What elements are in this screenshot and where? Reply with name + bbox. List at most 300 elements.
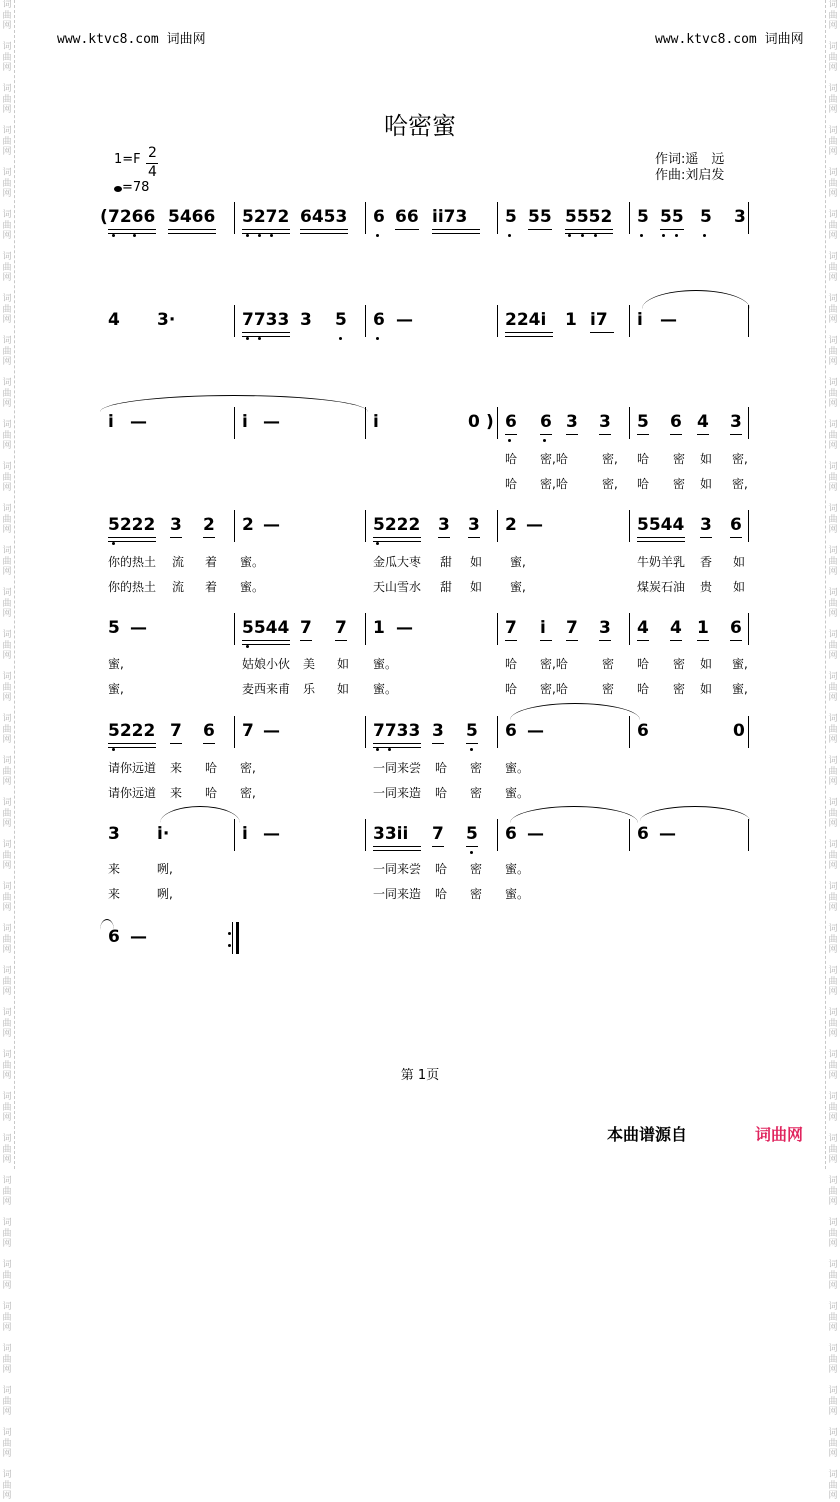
lyric: 密,哈 xyxy=(540,657,568,671)
lyric: 来 xyxy=(108,862,121,876)
lyric: 如 xyxy=(700,452,713,466)
underline-beam xyxy=(168,233,216,234)
lyric: 哈 xyxy=(435,862,448,876)
underline-beam xyxy=(730,640,742,641)
underline-beam xyxy=(242,233,290,234)
credits xyxy=(655,152,724,184)
note: 7 xyxy=(505,618,517,638)
lyric: 密 xyxy=(673,682,686,696)
underline-beam xyxy=(637,640,649,641)
lyric: 乐 xyxy=(303,682,316,696)
underline-beam xyxy=(170,743,182,744)
octave-dot xyxy=(376,542,379,545)
lyric: 蜜。 xyxy=(373,682,398,696)
underline-beam xyxy=(565,229,613,230)
barline xyxy=(234,819,235,851)
note: 6 xyxy=(540,412,552,432)
underline-beam xyxy=(300,640,312,641)
lyric: 哈 xyxy=(205,786,218,800)
note: 1 xyxy=(697,618,709,638)
note: 33i̇i̇ xyxy=(373,824,409,844)
slur-tie xyxy=(100,395,368,412)
underline-beam xyxy=(637,537,685,538)
note: 5 xyxy=(335,310,347,330)
note: 3· xyxy=(157,310,176,330)
note: 55 xyxy=(660,207,684,227)
note: 4 xyxy=(108,310,120,330)
note: — xyxy=(263,515,280,535)
barline xyxy=(629,407,630,439)
underline-beam xyxy=(599,434,611,435)
note: 6453 xyxy=(300,207,348,227)
note: 6 xyxy=(670,412,682,432)
lyric: 一同来造 xyxy=(373,887,422,901)
octave-dot xyxy=(543,439,546,442)
underline-beam xyxy=(335,640,347,641)
lyric: 哈 xyxy=(435,786,448,800)
lyric: 一同来尝 xyxy=(373,761,422,775)
note: 3 xyxy=(566,412,578,432)
underline-beam xyxy=(373,747,421,748)
note: 5552 xyxy=(565,207,613,227)
note: 5 xyxy=(637,207,649,227)
barline xyxy=(748,407,749,439)
source-label: 本曲谱源自 xyxy=(607,1125,688,1144)
lyric: 请你远道 xyxy=(108,786,157,800)
lyric: 天山雪水 xyxy=(373,580,422,594)
note: 6 xyxy=(730,515,742,535)
octave-dot xyxy=(388,748,391,751)
lyric: 哈 xyxy=(505,477,518,491)
lyric: 蜜, xyxy=(510,580,526,594)
note: — xyxy=(527,824,544,844)
underline-beam xyxy=(697,640,709,641)
song-title: 哈密蜜 xyxy=(384,112,456,140)
octave-dot xyxy=(594,234,597,237)
barline xyxy=(629,819,630,851)
note: 6 xyxy=(373,207,385,227)
lyric: 蜜。 xyxy=(240,555,265,569)
octave-dot xyxy=(258,337,261,340)
lyric: 甜 xyxy=(440,555,453,569)
underline-beam xyxy=(540,434,552,435)
note: — xyxy=(263,824,280,844)
slur-tie xyxy=(100,919,114,930)
lyric: 密 xyxy=(602,682,615,696)
lyric: 哈 xyxy=(505,452,518,466)
octave-dot xyxy=(228,932,231,935)
lyric: 哈 xyxy=(637,682,650,696)
note: 3 xyxy=(730,412,742,432)
underline-beam xyxy=(170,537,182,538)
octave-dot xyxy=(258,234,261,237)
barline xyxy=(629,613,630,645)
barline xyxy=(497,407,498,439)
lyric: 哈 xyxy=(435,887,448,901)
note: — xyxy=(130,927,147,947)
underline-beam xyxy=(242,336,290,337)
lyric: 如 xyxy=(337,657,350,671)
note: 5544 xyxy=(242,618,290,638)
underline-beam xyxy=(373,743,421,744)
lyric: 密 xyxy=(470,887,483,901)
note: — xyxy=(659,824,676,844)
note: — xyxy=(263,412,280,432)
underline-beam xyxy=(168,229,216,230)
note: 1 xyxy=(373,618,385,638)
lyric: 蜜。 xyxy=(505,761,530,775)
note: — xyxy=(527,721,544,741)
underline-beam xyxy=(373,537,421,538)
underline-beam xyxy=(505,640,517,641)
header-left-url[interactable]: www.ktvc8.com xyxy=(57,32,159,47)
octave-dot xyxy=(112,748,115,751)
note: 2 xyxy=(242,515,254,535)
underline-beam xyxy=(505,434,517,435)
header-left xyxy=(57,28,206,47)
lyric: 密,哈 xyxy=(540,452,568,466)
note: 6 xyxy=(730,618,742,638)
barline xyxy=(748,305,749,337)
underline-beam xyxy=(432,743,444,744)
lyric: 密,哈 xyxy=(540,682,568,696)
note: 3 xyxy=(700,515,712,535)
note: 6 xyxy=(203,721,215,741)
underline-beam xyxy=(242,644,290,645)
header-right-site-name: 词曲网 xyxy=(764,32,804,47)
lyric: 蜜。 xyxy=(373,657,398,671)
note: 2 xyxy=(505,515,517,535)
note: 3 xyxy=(108,824,120,844)
lyric: 煤炭石油 xyxy=(637,580,686,594)
lyric: 香 xyxy=(700,555,713,569)
underline-beam xyxy=(670,434,682,435)
lyric: 甜 xyxy=(440,580,453,594)
underline-beam xyxy=(505,336,553,337)
octave-dot xyxy=(470,851,473,854)
octave-dot xyxy=(376,748,379,751)
note: 1 xyxy=(565,310,577,330)
note: 7 xyxy=(300,618,312,638)
note: 5272 xyxy=(242,207,290,227)
underline-beam xyxy=(395,229,419,230)
lyric: 姑娘小伙 xyxy=(242,657,291,671)
underline-beam xyxy=(540,640,552,641)
note: — xyxy=(396,618,413,638)
note: i̇i̇73 xyxy=(432,207,468,227)
lyric: 密 xyxy=(470,862,483,876)
slur-tie xyxy=(510,703,640,720)
lyric: 你的热土 xyxy=(108,580,157,594)
note: i̇ xyxy=(540,618,546,638)
barline xyxy=(497,305,498,337)
underline-beam xyxy=(599,640,611,641)
note: 6 xyxy=(637,721,649,741)
time-signature-top: 2 xyxy=(148,145,157,161)
barline xyxy=(234,716,235,748)
lyric: 如 xyxy=(733,555,746,569)
lyric: 蜜, xyxy=(510,555,526,569)
underline-beam xyxy=(438,537,450,538)
underline-beam xyxy=(466,743,478,744)
underline-beam xyxy=(697,434,709,435)
lyric: 哈 xyxy=(505,657,518,671)
page-number: 第 1页 xyxy=(400,1068,440,1083)
lyric: 请你远道 xyxy=(108,761,157,775)
barline xyxy=(629,202,630,234)
underline-beam xyxy=(242,332,290,333)
barline xyxy=(234,613,235,645)
lyric: 如 xyxy=(470,555,483,569)
right-watermark-strip: 词 曲 网 词 曲 网 词 曲 网 词 曲 网 词 曲 网 词 曲 网 词 曲 网 词 曲 网 词 曲 网 词 曲 网 词 曲 网 词 曲 网 词 曲 网 词 曲 网 词 曲 网 词 曲 网 词 曲 网 词 曲 网 词 曲 网 词 曲 网 词 曲 网 词 曲 网 词 曲 网 词 曲 网 词 曲 网 词 曲 网 词 曲 网 词 曲 网 词 曲 网 词 曲 网 词 曲 网 词 曲 网 词 曲 网 词 曲 网 词 曲 网 词 曲 网 xyxy=(825,0,840,1169)
underline-beam xyxy=(432,233,480,234)
header-right xyxy=(655,28,804,47)
note: — xyxy=(263,721,280,741)
note: 6 xyxy=(637,824,649,844)
note: 5466 xyxy=(168,207,216,227)
octave-dot xyxy=(568,234,571,237)
octave-dot xyxy=(270,234,273,237)
barline xyxy=(497,202,498,234)
note: — xyxy=(130,618,147,638)
underline-beam xyxy=(108,233,156,234)
lyric: 密, xyxy=(732,452,748,466)
underline-beam xyxy=(300,229,348,230)
lyric: 蜜。 xyxy=(505,786,530,800)
lyric: 如 xyxy=(470,580,483,594)
lyric: 来 xyxy=(170,786,183,800)
note: 5 xyxy=(700,207,712,227)
note: i̇ xyxy=(637,310,643,330)
note: 6 xyxy=(505,824,517,844)
barline xyxy=(497,819,498,851)
underline-beam xyxy=(108,229,156,230)
note: 224i̇ xyxy=(505,310,547,330)
brand-logo-text[interactable]: 词曲网 xyxy=(755,1125,804,1144)
note: 7 xyxy=(170,721,182,741)
underline-beam xyxy=(203,743,215,744)
barline xyxy=(365,716,366,748)
underline-beam xyxy=(108,747,156,748)
note: 0 xyxy=(733,721,745,741)
lyric: 密 xyxy=(673,657,686,671)
lyric: 密, xyxy=(240,786,256,800)
note: — xyxy=(526,515,543,535)
lyric: 一同来尝 xyxy=(373,862,422,876)
barline xyxy=(365,202,366,234)
lyric: 如 xyxy=(700,477,713,491)
header-left-site-name: 词曲网 xyxy=(166,32,206,47)
lyric: 密 xyxy=(673,452,686,466)
tempo-marking xyxy=(114,180,149,195)
barline xyxy=(365,510,366,542)
note: 7 xyxy=(335,618,347,638)
lyric: 蜜, xyxy=(108,682,124,696)
note: 5222 xyxy=(108,721,156,741)
note: 3 xyxy=(599,412,611,432)
note: i̇· xyxy=(157,824,170,844)
note: i̇ xyxy=(108,412,114,432)
slur-tie xyxy=(640,806,750,821)
underline-beam xyxy=(373,850,421,851)
underline-beam xyxy=(566,434,578,435)
underline-beam xyxy=(505,332,553,333)
lyric: 如 xyxy=(700,657,713,671)
underline-beam xyxy=(670,640,682,641)
underline-beam xyxy=(700,537,712,538)
underline-beam xyxy=(300,233,348,234)
underline-beam xyxy=(108,743,156,744)
barline xyxy=(497,613,498,645)
note: ( xyxy=(100,207,108,227)
note: 6 xyxy=(108,927,120,947)
lyric: 流 xyxy=(172,580,185,594)
octave-dot xyxy=(376,234,379,237)
note: i̇ xyxy=(242,412,248,432)
note: 7733 xyxy=(373,721,421,741)
lyric: 咧, xyxy=(157,887,173,901)
underline-beam xyxy=(108,537,156,538)
lyric: 一同来造 xyxy=(373,786,422,800)
lyric: 哈 xyxy=(637,452,650,466)
octave-dot xyxy=(640,234,643,237)
note: — xyxy=(396,310,413,330)
lyric: 麦西来甫 xyxy=(242,682,291,696)
octave-dot xyxy=(470,748,473,751)
note: 7 xyxy=(432,824,444,844)
lyric: 贵 xyxy=(700,580,713,594)
lyric: 密, xyxy=(240,761,256,775)
underline-beam xyxy=(432,229,480,230)
octave-dot xyxy=(376,337,379,340)
barline xyxy=(629,510,630,542)
slur-tie xyxy=(160,806,240,823)
note: i̇ xyxy=(242,824,248,844)
header-right-url[interactable]: www.ktvc8.com xyxy=(655,32,757,47)
underline-beam xyxy=(242,229,290,230)
note: 3 xyxy=(734,207,746,227)
lyric: 流 xyxy=(172,555,185,569)
lyric: 密 xyxy=(673,477,686,491)
barline xyxy=(748,613,749,645)
underline-beam xyxy=(242,640,290,641)
note: 5 xyxy=(637,412,649,432)
underline-beam xyxy=(528,229,552,230)
barline xyxy=(748,202,749,234)
note: 5 xyxy=(108,618,120,638)
barline xyxy=(365,613,366,645)
underline-beam xyxy=(468,537,480,538)
underline-beam xyxy=(373,541,421,542)
lyric: 来 xyxy=(108,887,121,901)
note: 4 xyxy=(697,412,709,432)
octave-dot xyxy=(703,234,706,237)
barline xyxy=(234,510,235,542)
lyric: 蜜。 xyxy=(505,887,530,901)
barline xyxy=(748,819,749,851)
underline-beam xyxy=(730,537,742,538)
barline xyxy=(497,716,498,748)
lyric: 蜜, xyxy=(108,657,124,671)
lyric: 美 xyxy=(303,657,316,671)
final-barline xyxy=(232,922,233,954)
tempo-value: =78 xyxy=(122,180,150,195)
underline-beam xyxy=(432,846,444,847)
lyricist: 作词:遥 远 xyxy=(655,152,725,167)
lyric: 如 xyxy=(733,580,746,594)
slur-tie xyxy=(510,806,638,823)
barline xyxy=(365,305,366,337)
lyric: 哈 xyxy=(435,761,448,775)
note: 66 xyxy=(395,207,419,227)
note: 5222 xyxy=(108,515,156,535)
note: 7 xyxy=(242,721,254,741)
barline xyxy=(497,510,498,542)
octave-dot xyxy=(246,337,249,340)
underline-beam xyxy=(637,434,649,435)
octave-dot xyxy=(662,234,665,237)
lyric: 着 xyxy=(205,555,218,569)
note: 3 xyxy=(468,515,480,535)
barline xyxy=(629,716,630,748)
octave-dot xyxy=(133,234,136,237)
barline xyxy=(234,305,235,337)
lyric: 密 xyxy=(602,657,615,671)
note: 4 xyxy=(637,618,649,638)
note: 7 xyxy=(566,618,578,638)
slur-tie xyxy=(642,290,750,309)
lyric: 蜜, xyxy=(732,682,748,696)
note: — xyxy=(660,310,677,330)
octave-dot xyxy=(246,234,249,237)
note: 5544 xyxy=(637,515,685,535)
barline xyxy=(234,202,235,234)
note: ) xyxy=(486,412,494,432)
underline-beam xyxy=(590,332,614,333)
note: 5 xyxy=(466,721,478,741)
note: 5222 xyxy=(373,515,421,535)
lyric: 如 xyxy=(337,682,350,696)
octave-dot xyxy=(581,234,584,237)
octave-dot xyxy=(508,439,511,442)
lyric: 金瓜大枣 xyxy=(373,555,422,569)
barline xyxy=(748,510,749,542)
note: 3 xyxy=(599,618,611,638)
note: 6 xyxy=(505,721,517,741)
octave-dot xyxy=(228,944,231,947)
lyric: 你的热土 xyxy=(108,555,157,569)
left-watermark-strip: 词 曲 网 词 曲 网 词 曲 网 词 曲 网 词 曲 网 词 曲 网 词 曲 网 词 曲 网 词 曲 网 词 曲 网 词 曲 网 词 曲 网 词 曲 网 词 曲 网 词 曲 网 词 曲 网 词 曲 网 词 曲 网 词 曲 网 词 曲 网 词 曲 网 词 曲 网 词 曲 网 词 曲 网 词 曲 网 词 曲 网 词 曲 网 词 曲 网 词 曲 网 词 曲 网 词 曲 网 词 曲 网 词 曲 网 词 曲 网 词 曲 网 词 曲 网 xyxy=(0,0,15,1169)
note: 3 xyxy=(170,515,182,535)
note: i̇7 xyxy=(590,310,608,330)
key-signature: 1=F xyxy=(114,152,141,167)
lyric: 哈 xyxy=(205,761,218,775)
lyric: 密 xyxy=(470,761,483,775)
note: 55 xyxy=(528,207,552,227)
underline-beam xyxy=(108,541,156,542)
note: 2 xyxy=(203,515,215,535)
underline-beam xyxy=(637,541,685,542)
quarter-note-icon xyxy=(114,186,122,192)
time-signature-bottom: 4 xyxy=(148,164,157,180)
underline-beam xyxy=(565,233,613,234)
lyric: 密, xyxy=(732,477,748,491)
octave-dot xyxy=(112,234,115,237)
underline-beam xyxy=(566,640,578,641)
barline xyxy=(629,305,630,337)
note: 3 xyxy=(300,310,312,330)
lyric: 咧, xyxy=(157,862,173,876)
